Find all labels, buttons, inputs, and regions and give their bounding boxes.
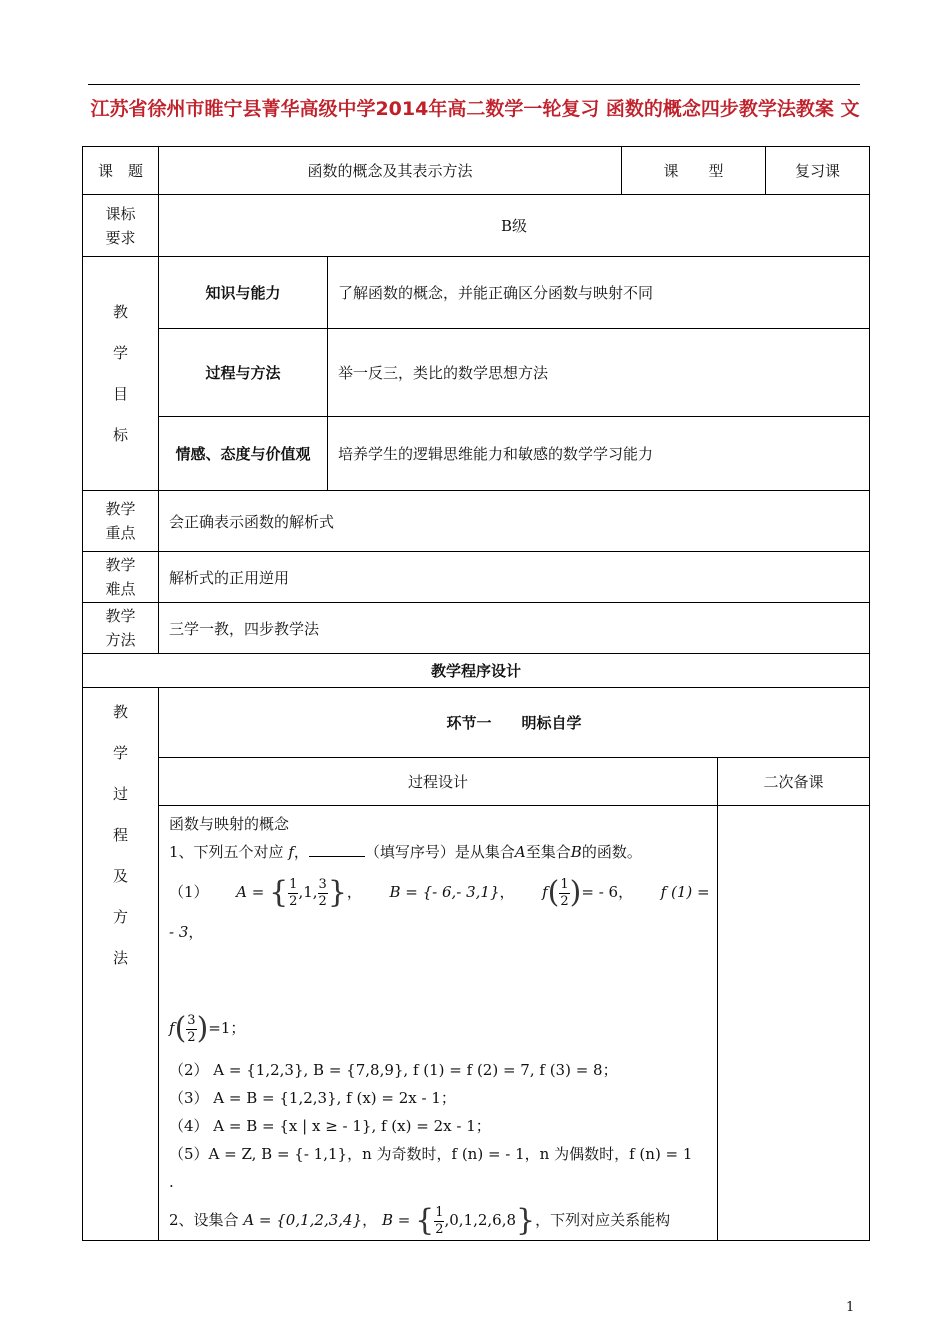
q1-set-a: A <box>514 843 526 861</box>
standard-label-line2: 要求 <box>105 228 136 247</box>
item1-a: A = <box>236 883 265 901</box>
goal-text: 举一反三，类比的数学思想方法 <box>328 329 870 417</box>
method-label <box>83 603 159 654</box>
goals-char: 学 <box>112 343 128 362</box>
goals-char: 目 <box>112 384 128 403</box>
question-2 <box>169 1200 711 1240</box>
goal-name: 情感、态度与价值观 <box>159 417 328 491</box>
row-program-title <box>83 654 870 688</box>
paren-left-icon: ( <box>547 875 560 910</box>
item-2: （2） A = {1,2,3}, B = {7,8,9}, f (1) = f (2) = 7, f (3) = 8； <box>169 1061 618 1079</box>
type-value: 复习课 <box>766 147 870 195</box>
goals-char: 教 <box>112 302 128 321</box>
item1-f1: f <box>542 883 548 901</box>
q1-f: f <box>288 843 294 861</box>
item1-f3: f <box>169 1019 175 1037</box>
q2-text: ，下列对应关系能构 <box>535 1211 671 1229</box>
question-1: 1、下列五个对应 f， （填写序号）是从集合A至集合B的函数。 <box>169 843 642 861</box>
difficulty-text: 解析式的正用逆用 <box>159 552 870 603</box>
topic-label: 课 题 <box>83 147 159 195</box>
method-label-line2: 方法 <box>105 631 136 649</box>
type-label: 课 型 <box>622 147 766 195</box>
fraction-half: $\frac{1}{2}$ <box>435 1204 444 1237</box>
standard-label <box>83 195 159 257</box>
q2-set-b-rest: ,0,1,2,6,8 <box>444 1211 517 1229</box>
q2-text: ， <box>362 1211 378 1229</box>
brace-left-icon: { <box>415 1203 435 1238</box>
goal-text: 培养学生的逻辑思维能力和敏感的数学学习能力 <box>328 417 870 491</box>
page-number: 1 <box>846 1300 855 1315</box>
difficulty-label-line1: 教学 <box>105 556 136 574</box>
method-label-line1: 教学 <box>105 607 136 625</box>
process-char: 法 <box>112 949 128 967</box>
q2-text: 2、设集合 <box>169 1211 239 1229</box>
item-1-cont: f( $\frac{3}{2}$ )=1； <box>169 1011 246 1046</box>
key-point-label <box>83 491 159 552</box>
item-3: （3） A = B = {1,2,3}, f (x) = 2x - 1； <box>169 1089 456 1107</box>
row-standard <box>83 195 870 257</box>
q2-set-a: A = {0,1,2,3,4} <box>243 1211 363 1229</box>
content-heading: 函数与映射的概念 <box>169 815 290 833</box>
item-4: （4） A = B = {x | x ≥ - 1}, f (x) = 2x - 1； <box>169 1117 491 1135</box>
col-design-header: 过程设计 <box>159 758 718 806</box>
key-point-text: 会正确表示函数的解析式 <box>159 491 870 552</box>
process-char: 程 <box>112 826 128 844</box>
fraction-three-halves: $\frac{3}{2}$ <box>318 876 327 909</box>
row-goal-2 <box>83 329 870 417</box>
brace-right-icon: } <box>516 1203 536 1238</box>
process-char: 过 <box>112 785 128 803</box>
row-topic <box>83 147 870 195</box>
topic-value: 函数的概念及其表示方法 <box>159 147 622 195</box>
item-5: （5）A = Z, B = {- 1,1}，n 为奇数时，f (n) = - 1，n 为偶数时，f (n) = 1 <box>169 1145 693 1163</box>
row-key-point <box>83 491 870 552</box>
key-point-label-line2: 重点 <box>105 524 136 542</box>
fraction-three-halves: $\frac{3}{2}$ <box>187 1012 196 1045</box>
item1-b: B = {- 6,- 3,1} <box>389 883 500 901</box>
standard-label-line1: 课标 <box>105 204 136 223</box>
backup-content <box>718 806 870 1241</box>
row-col-headers <box>83 758 870 806</box>
item1-f1-value: = - 6 <box>581 883 619 901</box>
paren-right-icon: ) <box>196 1011 209 1046</box>
item1-f2: f (1) = - 3 <box>169 883 710 941</box>
q1-text: 至集合 <box>525 843 571 861</box>
col-backup-header: 二次备课 <box>718 758 870 806</box>
row-content <box>83 806 870 1241</box>
goal-name: 过程与方法 <box>159 329 328 417</box>
item1-set-mid: ,1, <box>298 883 318 901</box>
answer-blank <box>309 842 365 857</box>
lesson-plan-table <box>82 146 870 1241</box>
difficulty-label-line2: 难点 <box>105 580 136 598</box>
process-char: 学 <box>112 744 128 762</box>
section-title: 环节一 明标自学 <box>159 688 870 758</box>
design-content <box>159 806 718 1241</box>
document-title: 江苏省徐州市睢宁县菁华高级中学2014年高二数学一轮复习 函数的概念四步教学法教案 文 <box>90 98 860 120</box>
q1-set-b: B <box>570 843 582 861</box>
item-number: （1） <box>169 883 209 901</box>
q1-text: （填写序号）是从集合 <box>364 843 515 861</box>
item-1: （1） A = { $\frac{1}{2}$ ,1, $\frac{3}{2}$ }， B = {- 6,- 3,1}， f( $\frac{1}{2}$ )= - 6， f (1) = - 3， <box>169 875 710 941</box>
row-difficulty <box>83 552 870 603</box>
process-label <box>83 688 159 1241</box>
standard-value: B级 <box>159 195 870 257</box>
goal-text: 了解函数的概念，并能正确区分函数与映射不同 <box>328 257 870 329</box>
difficulty-label <box>83 552 159 603</box>
method-text: 三学一教，四步教学法 <box>159 603 870 654</box>
q1-text: 1、下列五个对应 <box>169 843 284 861</box>
goals-label <box>83 257 159 491</box>
goal-name: 知识与能力 <box>159 257 328 329</box>
top-rule <box>88 84 860 85</box>
brace-right-icon: } <box>327 875 347 910</box>
process-char: 方 <box>112 908 128 926</box>
row-goal-3 <box>83 417 870 491</box>
goals-char: 标 <box>112 425 128 444</box>
q1-text: 的函数。 <box>581 843 642 861</box>
process-char: 教 <box>112 703 128 721</box>
brace-left-icon: { <box>269 875 289 910</box>
row-goal-1 <box>83 257 870 329</box>
q2-set-b: B = <box>381 1211 411 1229</box>
fraction-half: $\frac{1}{2}$ <box>560 876 569 909</box>
fraction-half: $\frac{1}{2}$ <box>289 876 298 909</box>
key-point-label-line1: 教学 <box>105 500 136 518</box>
paren-right-icon: ) <box>569 875 582 910</box>
row-section <box>83 688 870 758</box>
item-5-dot: . <box>169 1173 174 1191</box>
program-title: 教学程序设计 <box>83 654 870 688</box>
paren-left-icon: ( <box>174 1011 187 1046</box>
row-method <box>83 603 870 654</box>
process-char: 及 <box>112 867 128 885</box>
item1-f3-value: =1 <box>208 1019 231 1037</box>
